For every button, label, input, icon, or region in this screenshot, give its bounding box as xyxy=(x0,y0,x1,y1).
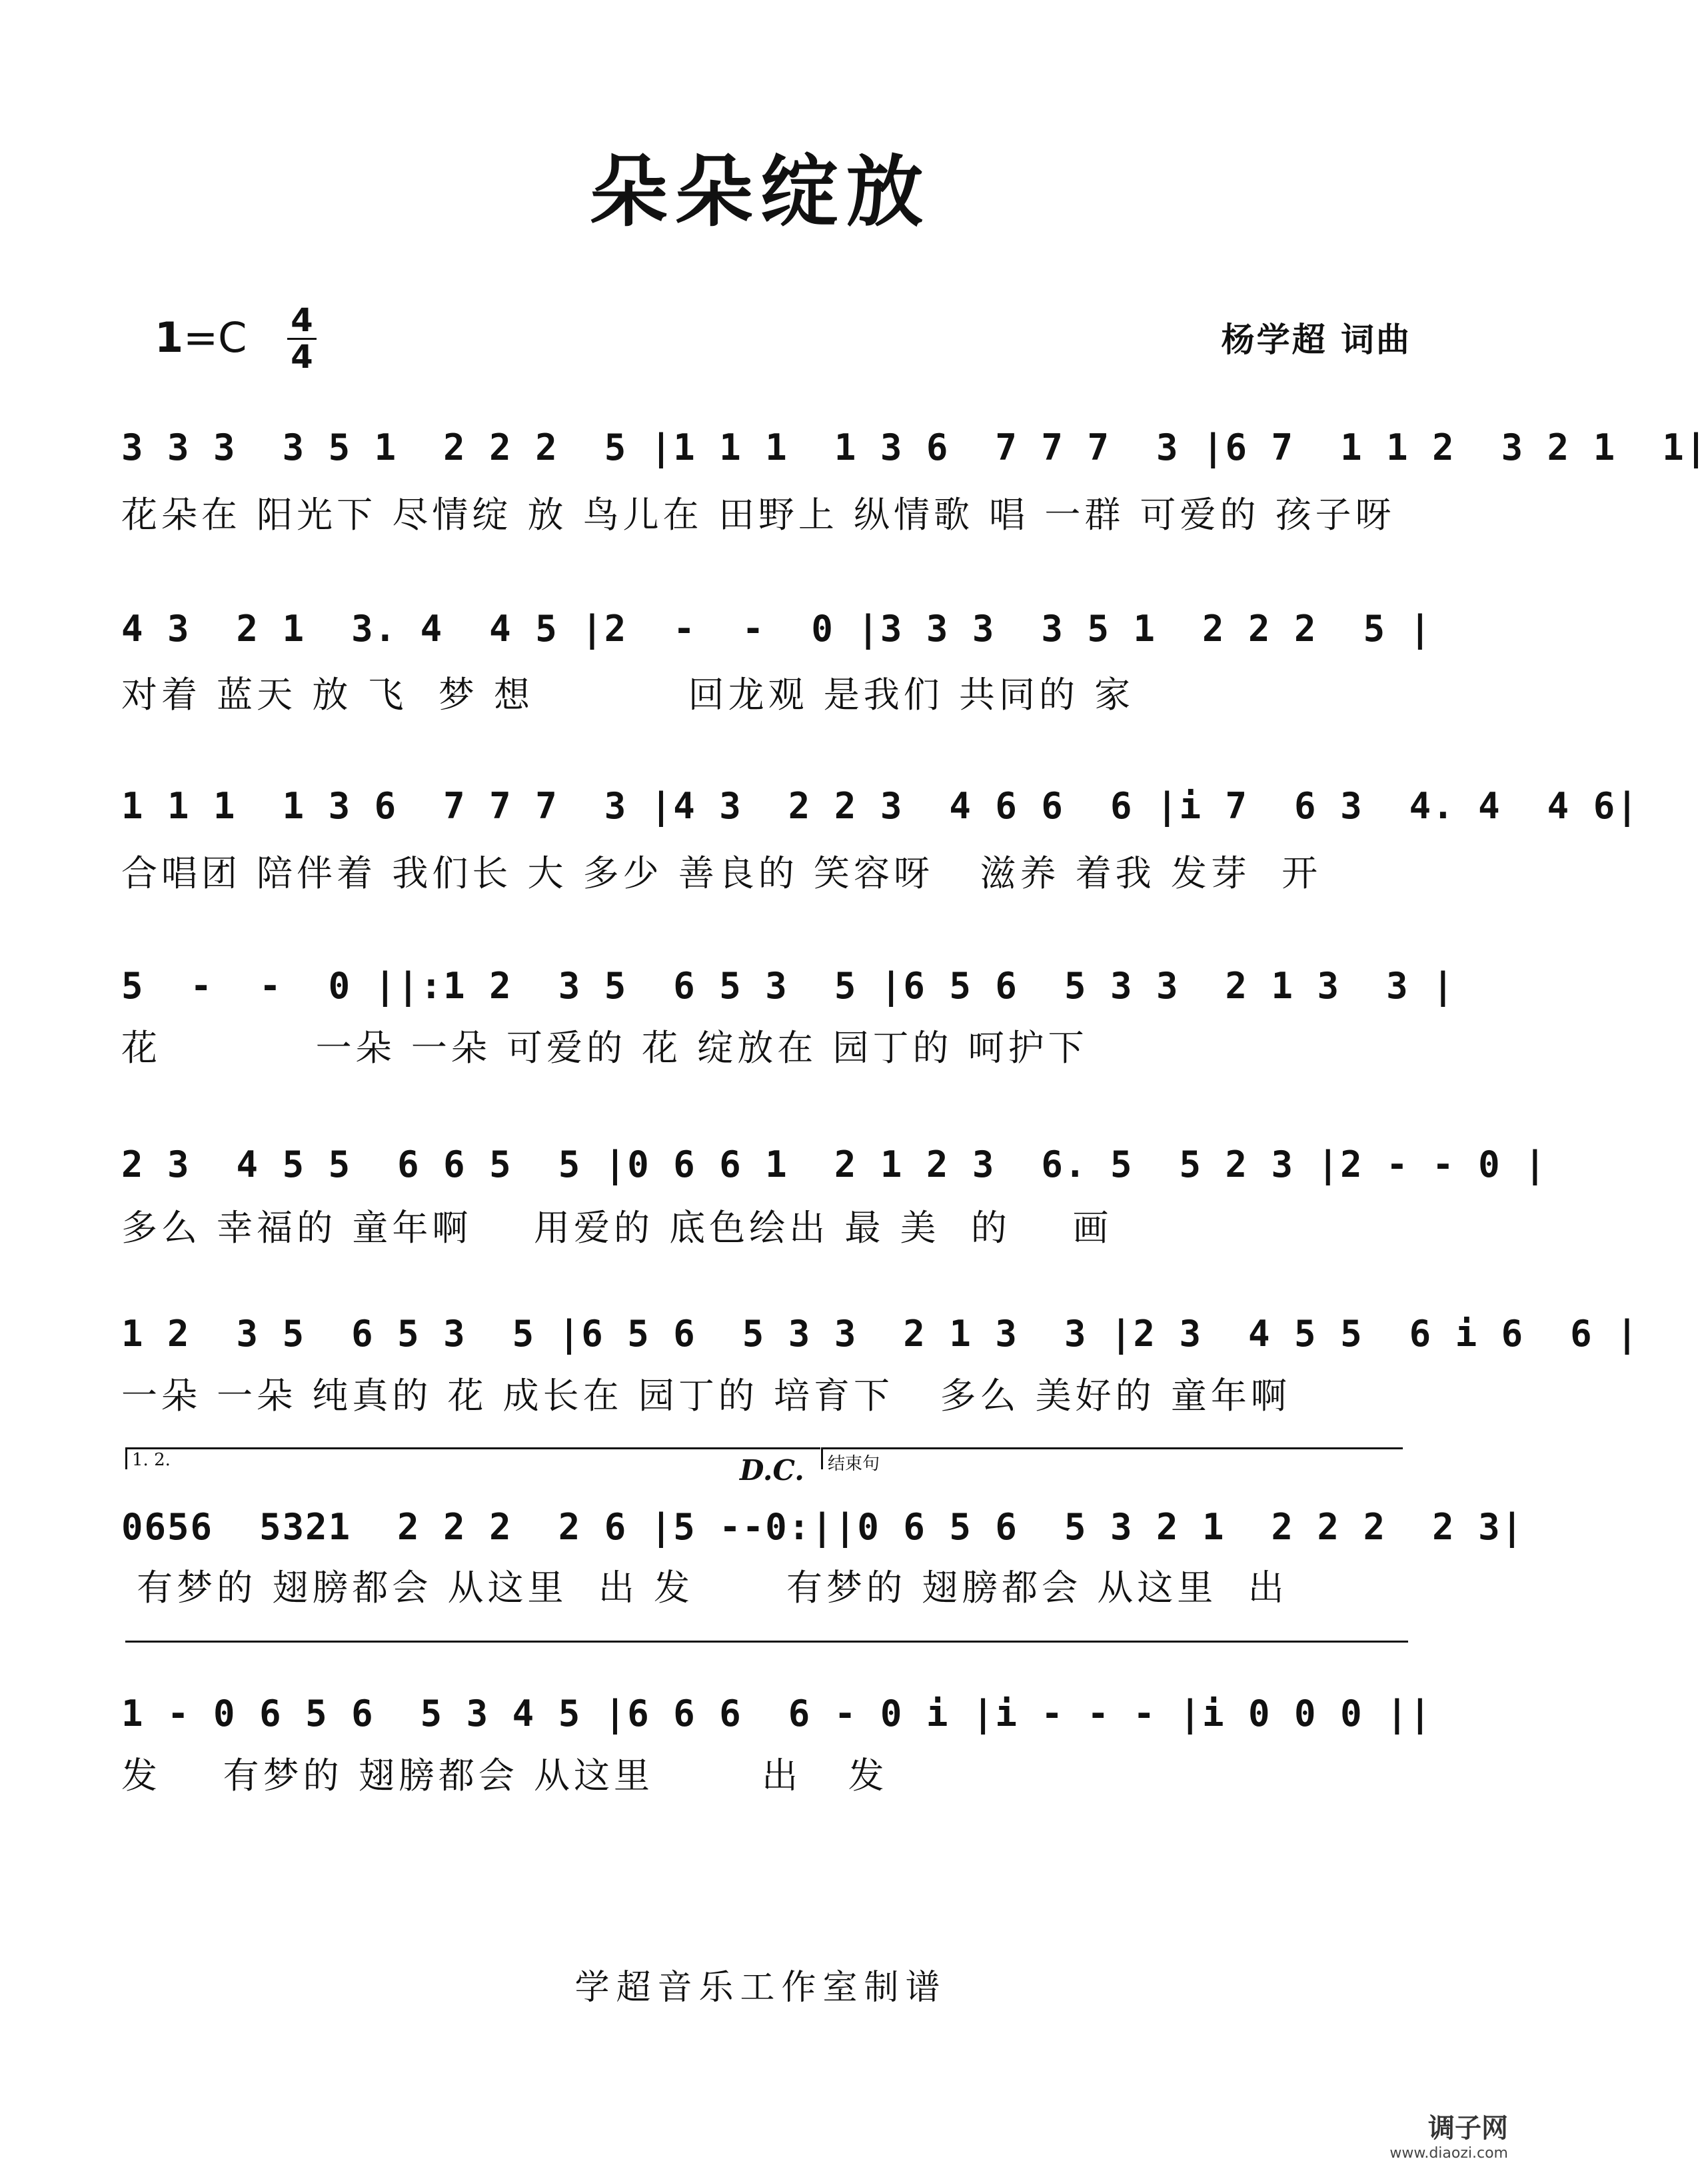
lyrics-row-1: 花朵在 阳光下 尽情绽 放 鸟儿在 田野上 纵情歌 唱 一群 可爱的 孩子呀 xyxy=(121,494,1395,536)
time-signature-top: 4 xyxy=(291,302,313,339)
key-equals: =C xyxy=(183,313,247,362)
notation-row-2: 4 3 2 1 3. 4 4 5 |2 - - 0 |3 3 3 3 5 1 2 2 2 5 | xyxy=(121,608,1433,650)
ending-label: 结束句 xyxy=(828,1454,880,1474)
watermark-site: 调子网 xyxy=(1428,2113,1508,2144)
lyrics-row-4: 花 一朵 一朵 可爱的 花 绽放在 园丁的 呵护下 xyxy=(121,1027,1088,1069)
notation-row-4: 5 - - 0 ||:1 2 3 5 6 5 3 5 |6 5 6 5 3 3 2 1 3 3 | xyxy=(121,965,1455,1007)
lyrics-row-2: 对着 蓝天 放 飞 梦 想 回龙观 是我们 共同的 家 xyxy=(121,674,1135,716)
lyrics-row-7: 有梦的 翅膀都会 从这里 出 发 有梦的 翅膀都会 从这里 出 xyxy=(121,1567,1288,1609)
notation-row-7: 0656 5321 2 2 2 2 6 |5 --0:||0 6 5 6 5 3 2 1 2 2 2 2 3| xyxy=(121,1506,1525,1548)
lyrics-row-8: 发 有梦的 翅膀都会 从这里 出 发 xyxy=(121,1755,888,1797)
time-signature-bottom: 4 xyxy=(291,339,313,376)
lyrics-row-5: 多么 幸福的 童年啊 用爱的 底色绘出 最 美 的 画 xyxy=(121,1207,1113,1249)
key-signature xyxy=(155,313,247,362)
key-tonic: 1 xyxy=(155,313,184,362)
lyrics-row-3: 合唱团 陪伴着 我们长 大 多少 善良的 笑容呀 滋养 着我 发芽 开 xyxy=(121,852,1322,894)
notation-row-8: 1 - 0 6 5 6 5 3 4 5 |6 6 6 6 - 0 i |i - - - |i 0 0 0 || xyxy=(121,1693,1433,1735)
time-signature xyxy=(285,303,319,374)
watermark-url: www.diaozi.com xyxy=(1389,2145,1508,2162)
composer-credit: 杨学超 词曲 xyxy=(1221,321,1411,359)
watermark xyxy=(1389,2107,1508,2162)
notation-row-5: 2 3 4 5 5 6 6 5 5 |0 6 6 1 2 1 2 3 6. 5 5 2 3 |2 - - 0 | xyxy=(121,1143,1547,1185)
notation-row-6: 1 2 3 5 6 5 3 5 |6 5 6 5 3 3 2 1 3 3 |2 3 4 5 5 6 i 6 6 | xyxy=(121,1313,1639,1355)
song-title: 朵朵绽放 xyxy=(590,147,932,237)
notation-row-3: 1 1 1 1 3 6 7 7 7 3 |4 3 2 2 3 4 6 6 6 |i 7 6 3 4. 4 4 6| xyxy=(121,785,1639,827)
notation-row-1: 3 3 3 3 5 1 2 2 2 5 |1 1 1 1 3 6 7 7 7 3 |6 7 1 1 2 3 2 1 1| xyxy=(121,426,1708,468)
lyrics-row-6: 一朵 一朵 纯真的 花 成长在 园丁的 培育下 多么 美好的 童年啊 xyxy=(121,1375,1291,1417)
footer-credit: 学超音乐工作室制谱 xyxy=(574,1968,947,2008)
volta-label: 1. 2. xyxy=(132,1450,171,1470)
volta-bracket xyxy=(125,1447,820,1469)
ending-bracket xyxy=(821,1447,1403,1469)
da-capo-marking: D.C. xyxy=(740,1454,804,1487)
ending-line xyxy=(125,1641,1408,1643)
